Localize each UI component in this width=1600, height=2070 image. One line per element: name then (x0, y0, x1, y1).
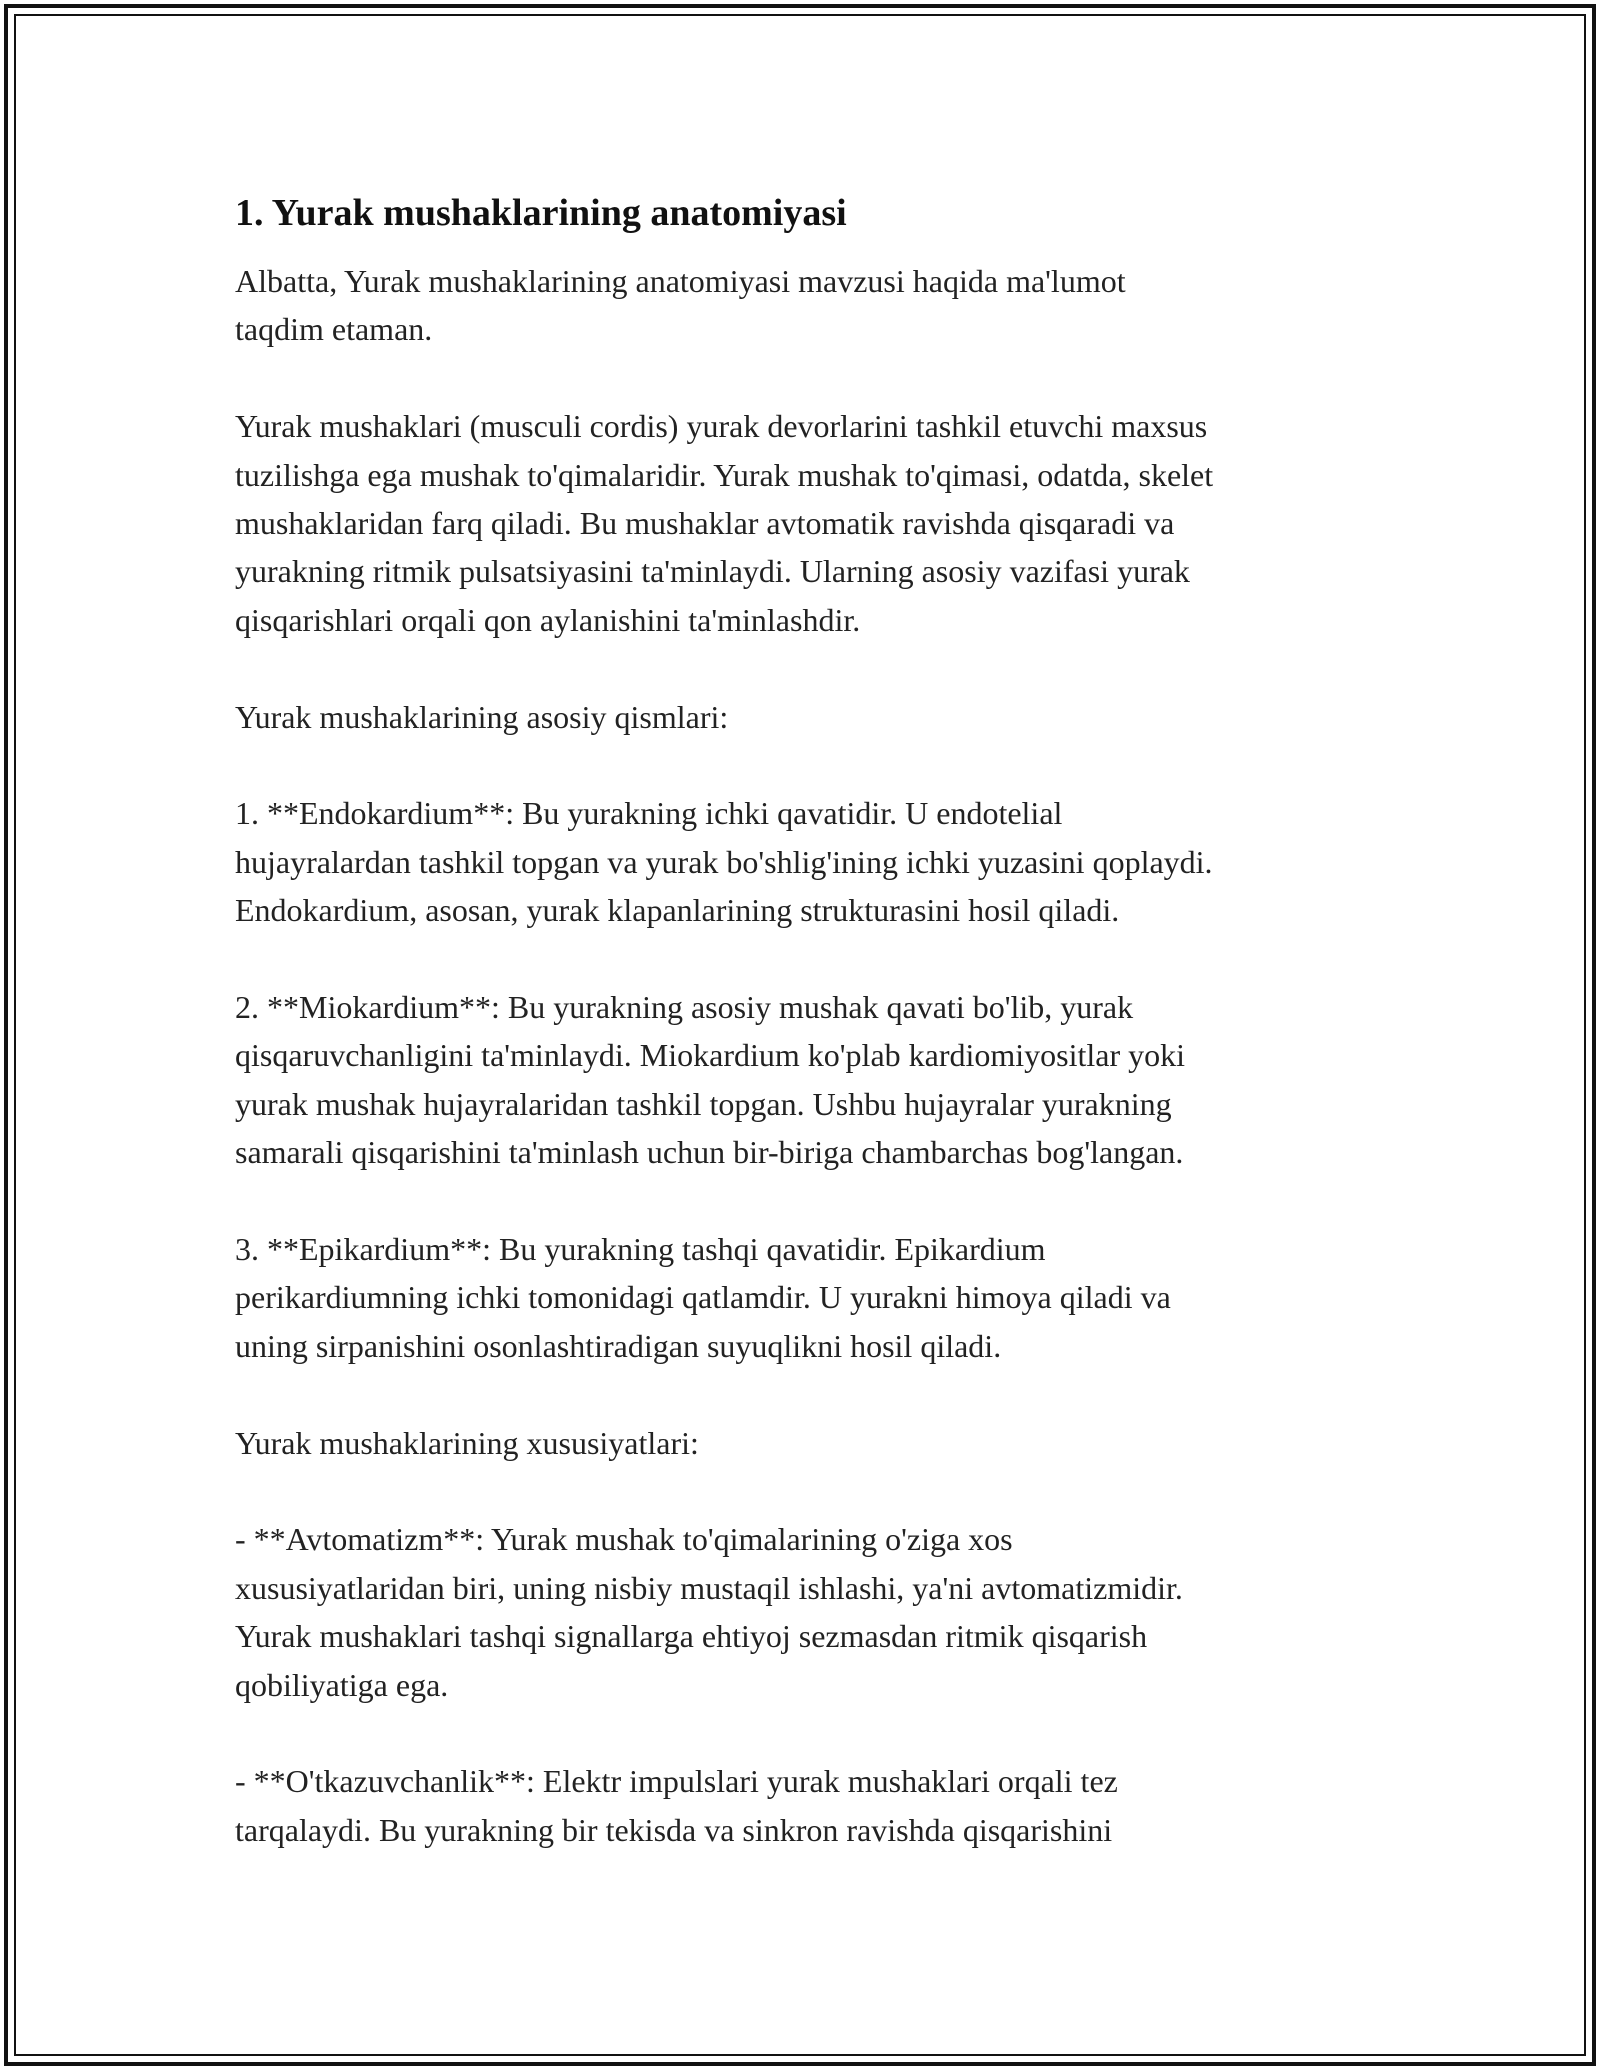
parts-subheading: Yurak mushaklarining asosiy qismlari: (235, 698, 729, 735)
definition-paragraph: Yurak mushaklari (musculi cordis) yurak devorlarini tashkil etuvchi maxsus tuzilishga ega mushak to'qimalaridir. Yurak mushak to'qimasi, odatda, skelet mushaklaridan farq qiladi. Bu mushaklar avtomatik ravishda qisqaradi va yurakning ritmik pulsatsiyasini ta'minlaydi. Ularning asosiy vazifasi yurak qisqarishlari orqali qon aylanishini ta'minlashdir. (235, 408, 1214, 638)
list-item-endokardium: 1. **Endokardium**: Bu yurakning ichki qavatidir. U endotelial hujayralardan tashkil topgan va yurak bo'shlig'ining ichki yuzasini qoplaydi. Endokardium, asosan, yurak klapanlarining strukturasini hosil qiladi. (235, 795, 1213, 929)
list-item-otkazuvchanlik: - **O'tkazuvchanlik**: Elektr impulslari yurak mushaklari orqali tez tarqalaydi. Bu yurakning bir tekisda va sinkron ravishda qisqarishini (235, 1763, 1118, 1848)
list-item-avtomatizm: - **Avtomatizm**: Yurak mushak to'qimalarining o'ziga xos xususiyatlaridan biri, uning nisbiy mustaqil ishlashi, ya'ni avtomatizmidir. Yurak mushaklari tashqi signallarga ehtiyoj sezmasdan ritmik qisqarish qobiliyatiga ega. (235, 1521, 1183, 1703)
intro-paragraph: Albatta, Yurak mushaklarining anatomiyasi mavzusi haqida ma'lumot taqdim etaman. (235, 263, 1126, 348)
properties-subheading: Yurak mushaklarining xususiyatlari: (235, 1424, 699, 1461)
list-item-miokardium: 2. **Miokardium**: Bu yurakning asosiy mushak qavati bo'lib, yurak qisqaruvchanligini ta'minlaydi. Miokardium ko'plab kardiomiyositlar yoki yurak mushak hujayralaridan tashkil topgan. Ushbu hujayralar yurakning samarali qisqarishini ta'minlash uchun bir-biriga chambarchas bog'langan. (235, 989, 1186, 1171)
list-item-epikardium: 3. **Epikardium**: Bu yurakning tashqi qavatidir. Epikardium perikardiumning ichki tomonidagi qatlamdir. U yurakni himoya qiladi va uning sirpanishini osonlashtiradigan suyuqlikni hosil qiladi. (235, 1231, 1171, 1364)
document-heading: 1. Yurak mushaklarining anatomiyasi (235, 192, 847, 234)
document-body (235, 187, 1385, 1854)
